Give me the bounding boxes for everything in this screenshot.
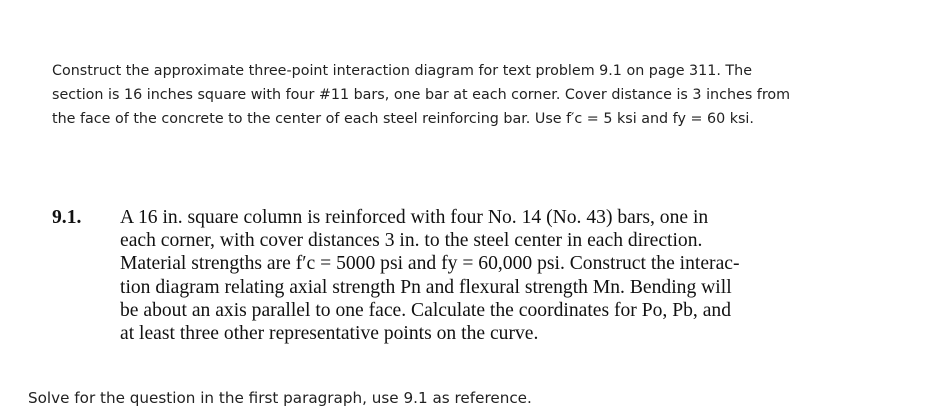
problem-line-5: be about an axis parallel to one face. Calculate the coordinates for Po, Pb, and (120, 299, 732, 321)
intro-line-1: Construct the approximate three-point interaction diagram for text problem 9.1 on page 311. The (52, 63, 753, 79)
problem-line-6: at least three other representative points on the curve. (120, 323, 539, 345)
question-intro (52, 59, 932, 131)
closing-instruction: Solve for the question in the first paragraph, use 9.1 as reference. (28, 389, 532, 408)
problem-line-4: tion diagram relating axial strength Pn and flexural strength Mn. Bending will (120, 276, 732, 298)
intro-line-3: the face of the concrete to the center of each steel reinforcing bar. Use f′c = 5 ksi and fy = 60 ksi. (52, 111, 754, 127)
problem-number: 9.1. (52, 207, 82, 228)
problem-line-2: each corner, with cover distances 3 in. to the steel center in each direction. (120, 230, 703, 252)
problem-line-1: A 16 in. square column is reinforced with four No. 14 (No. 43) bars, one in (120, 207, 709, 228)
problem-line-3: Material strengths are f′c = 5000 psi and fy = 60,000 psi. Construct the interac- (120, 253, 740, 275)
problem-statement (120, 206, 860, 345)
intro-line-2: section is 16 inches square with four #11 bars, one bar at each corner. Cover distance is 3 inches from (52, 87, 791, 103)
